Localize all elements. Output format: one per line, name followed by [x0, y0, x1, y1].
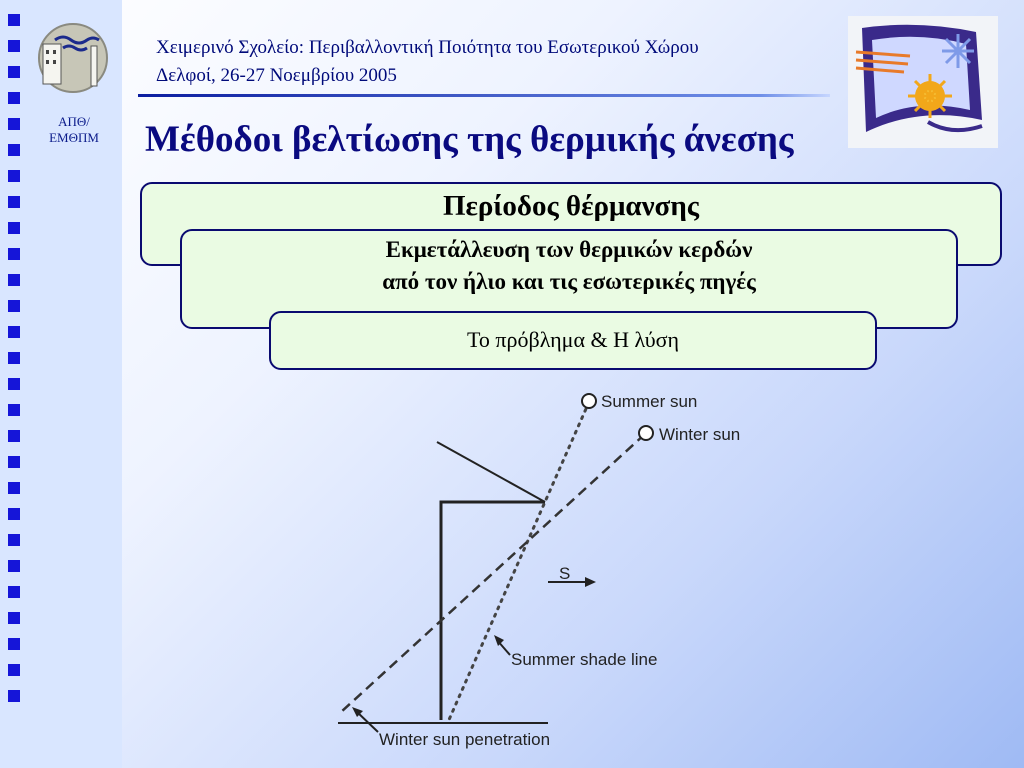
summer-shade-line-label: Summer shade line [511, 650, 658, 669]
winter-sun-icon [639, 426, 653, 440]
header-line2: Δελφοί, 26-27 Νοεμβρίου 2005 [156, 65, 397, 86]
shade-callout-arrow-icon [494, 635, 504, 646]
institution-line2: ΕΜΘΠΜ [49, 130, 99, 145]
gains-line1: Εκμετάλλευση των θερμικών κερδών [385, 237, 753, 262]
gains-line2: από τον ήλιο και τις εσωτερικές πηγές [382, 269, 756, 294]
south-label: S [559, 564, 571, 583]
south-arrow-icon [585, 577, 596, 587]
winter-sun-penetration-label: Winter sun penetration [379, 730, 551, 749]
winter-sun-label: Winter sun [659, 425, 741, 444]
summer-sun-ray [448, 402, 589, 722]
heating-period-text: Περίοδος θέρμανσης [442, 190, 700, 222]
institution-line1: ΑΠΘ/ [58, 114, 90, 129]
winter-sun-ray [340, 434, 645, 713]
slide-title: Μέθοδοι βελτίωσης της θερμικής άνεσης [145, 119, 794, 160]
header-line1: Χειμερινό Σχολείο: Περιβαλλοντική Ποιότητα του Εσωτερικού Χώρου [156, 37, 699, 58]
summer-sun-label: Summer sun [601, 392, 698, 411]
summer-sun-icon [582, 394, 596, 408]
overhang-line [437, 442, 545, 502]
problem-solution-text: Το πρόβλημα & Η λύση [466, 327, 680, 352]
